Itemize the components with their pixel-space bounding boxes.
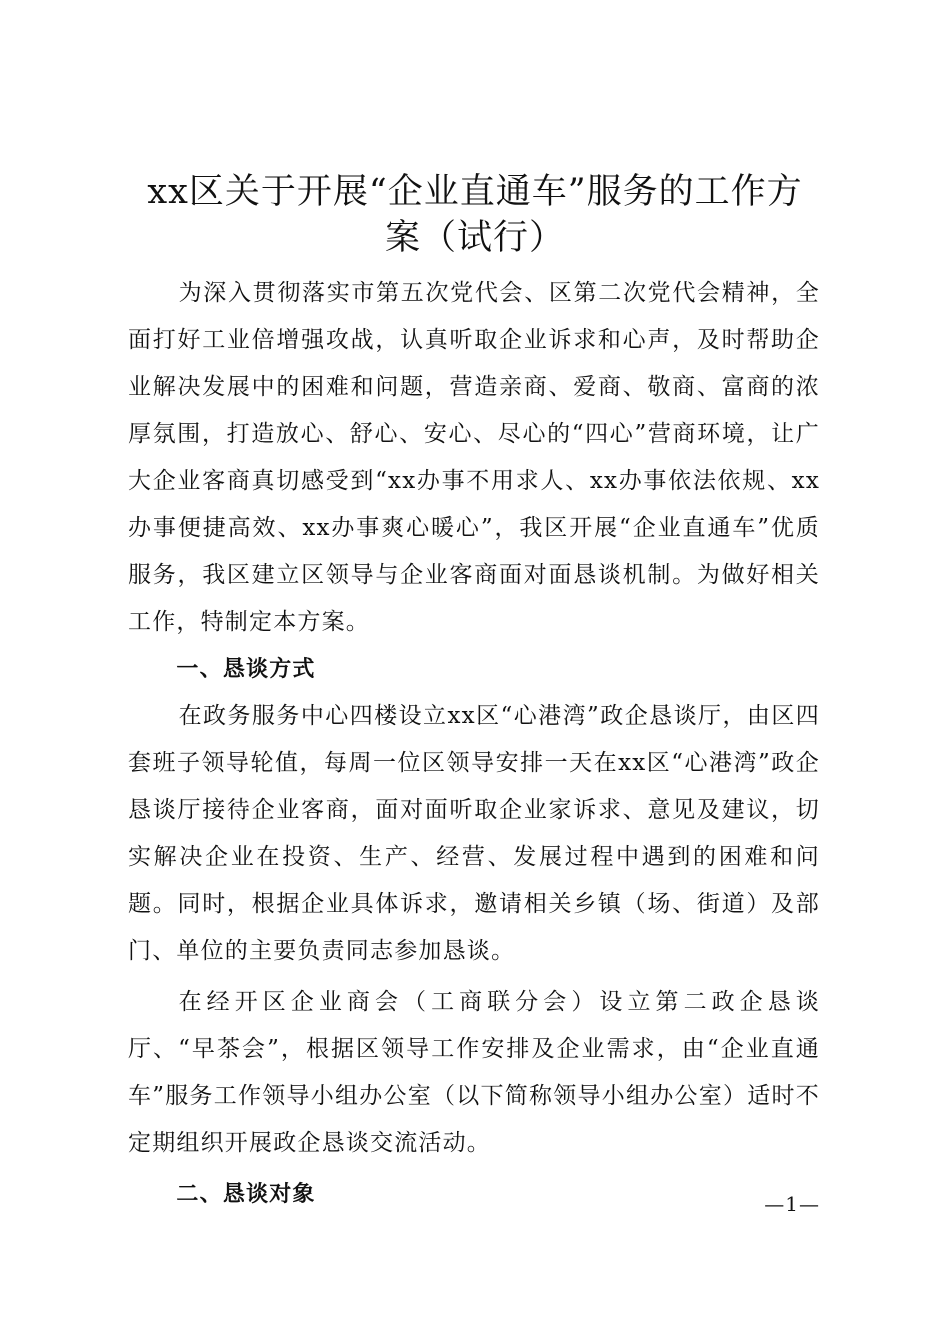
page-number: —1— [764, 1192, 820, 1216]
intro-paragraph: 为深入贯彻落实市第五次党代会、区第二次党代会精神，全面打好工业倍增强攻战，认真听取企业诉求和心声，及时帮助企业解决发展中的困难和问题，营造亲商、爱商、敬商、富商的浓厚氛围，打造放心、舒心、安心、尽心的“四心”营商环境，让广大企业客商真切感受到“xx办事不用求人、xx办事依法依规、xx办事便捷高效、xx办事爽心暖心”，我区开展“企业直通车”优质服务，我区建立区领导与企业客商面对面恳谈机制。为做好相关工作，特制定本方案。 [128, 280, 820, 635]
document-title-line-2: 案（试行） [384, 218, 565, 258]
document-body [128, 270, 820, 1218]
section-1-paragraph-1: 在政务服务中心四楼设立xx区“心港湾”政企恳谈厅，由区四套班子领导轮值，每周一位区领导安排一天在xx区“心港湾”政企恳谈厅接待企业客商，面对面听取企业家诉求、意见及建议，切实解决企业在投资、生产、经营、发展过程中遇到的困难和问题。同时，根据企业具体诉求，邀请相关乡镇（场、街道）及部门、单位的主要负责同志参加恳谈。 [128, 703, 820, 964]
document-title-line-1: xx区关于开展“企业直通车”服务的工作方 [147, 172, 803, 212]
section-1-heading: 一、恳谈方式 [176, 657, 316, 682]
section-2-heading: 二、恳谈对象 [176, 1182, 316, 1207]
section-1-paragraph-2: 在经开区企业商会（工商联分会）设立第二政企恳谈厅、“早茶会”，根据区领导工作安排及企业需求，由“企业直通车”服务工作领导小组办公室（以下简称领导小组办公室）适时不定期组织开展政企恳谈交流活动。 [128, 989, 820, 1156]
